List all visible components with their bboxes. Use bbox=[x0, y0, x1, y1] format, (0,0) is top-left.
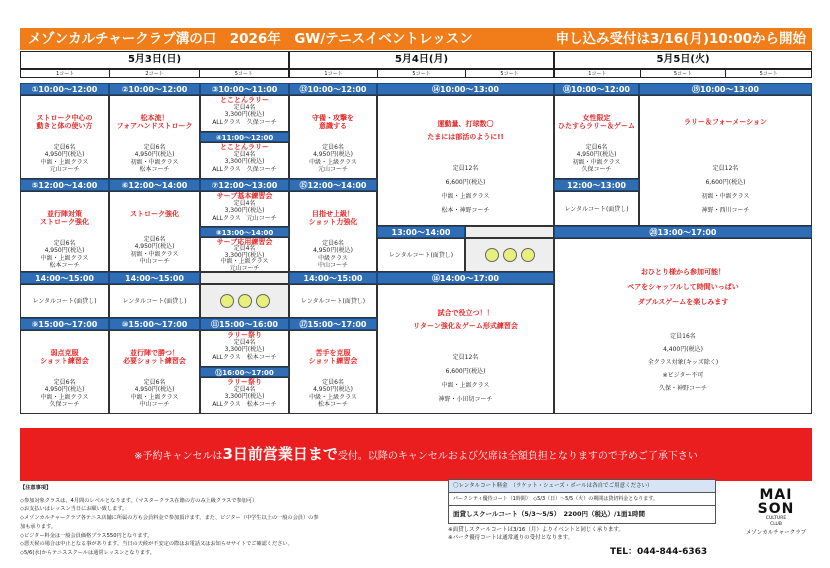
lesson-title: とことんラリー bbox=[220, 143, 269, 151]
slot-10[interactable]: ⑩15:00～17:00 bbox=[109, 318, 200, 330]
day-header-may4: 5月4日(月) bbox=[289, 51, 554, 69]
lesson-title: 並行陣対策 ストローク強化 bbox=[40, 210, 89, 226]
slot-1[interactable]: ①10:00～12:00 bbox=[20, 83, 109, 95]
court-label: 1コート bbox=[555, 70, 641, 77]
brand-logo bbox=[740, 488, 812, 538]
rental-court[interactable]: レンタルコート(面貸し) bbox=[554, 191, 639, 226]
tennis-racket-image bbox=[200, 284, 289, 318]
slot-3[interactable]: ③10:00～11:00 bbox=[200, 83, 289, 95]
lesson-info: 定員6名 4,950円(税込) 中級・上級クラス 松本コーチ bbox=[40, 240, 89, 269]
lesson-title: 松本流！ フォアハンドストローク bbox=[116, 114, 193, 130]
lesson-cell[interactable] bbox=[289, 95, 377, 179]
court-label: 1コート bbox=[290, 70, 378, 77]
court-label: 5コート bbox=[500, 71, 519, 77]
court-label: 2コート bbox=[110, 70, 199, 77]
notes-heading: 【注意事項】 bbox=[20, 485, 52, 491]
lesson-cell[interactable] bbox=[20, 191, 109, 272]
logo-top: MAI bbox=[759, 487, 793, 503]
lesson-info: 定員6名 4,950円(税込) 初級・中級クラス 久保コーチ bbox=[572, 144, 621, 173]
court-labels-day3 bbox=[554, 69, 812, 78]
lesson-cell[interactable] bbox=[554, 95, 639, 179]
header-banner bbox=[20, 28, 812, 50]
tennis-ball-icon bbox=[503, 248, 517, 262]
lesson-cell[interactable] bbox=[200, 142, 289, 179]
note-line: ◇悪天候の場合は中止となる事があります。当日の天候が不安定の際はお電話又はお知らせサイトでご確認ください。 bbox=[20, 541, 293, 548]
lesson-title: ストローク中心の 動きと体の使い方 bbox=[36, 114, 93, 130]
lesson-cell[interactable] bbox=[20, 330, 109, 414]
lesson-info: 定員4名 3,300円(税込) ALLクラス 元山コーチ bbox=[212, 200, 277, 222]
rental-info bbox=[448, 479, 716, 542]
lesson-cell[interactable] bbox=[289, 330, 377, 414]
court-label: 5コート bbox=[641, 70, 727, 77]
day-header-may3: 5月3日(日) bbox=[20, 51, 289, 69]
court-label: 5コート bbox=[378, 70, 466, 77]
slot-19[interactable]: ⑲10:00～13:00 bbox=[639, 83, 812, 95]
lesson-cell[interactable] bbox=[200, 95, 289, 132]
lesson-title: ラリー祭り bbox=[227, 331, 262, 339]
slot-15[interactable]: ⑮12:00～14:00 bbox=[289, 179, 377, 191]
slot-8[interactable]: ⑧13:00～14:00 bbox=[200, 227, 289, 237]
tennis-ball-icon bbox=[256, 294, 270, 308]
lesson-title: ストローク強化 bbox=[130, 210, 179, 218]
slot-16[interactable]: ⑯14:00～17:00 bbox=[377, 272, 554, 284]
slot-13-14[interactable]: 13:00～14:00 bbox=[377, 226, 465, 238]
court-label: 5コート bbox=[759, 71, 778, 77]
lesson-info: 定員4名 3,300円(税込) ALLクラス 松本コーチ bbox=[212, 339, 277, 361]
tennis-ball-icon bbox=[238, 294, 252, 308]
slot-4[interactable]: ④11:00～12:00 bbox=[200, 132, 289, 142]
lesson-info: 定員6名 4,950円(税込) 中級・上級クラス 久保コーチ bbox=[40, 379, 89, 408]
lesson-info: 定員16名 4,400円(税込) 全クラス対象(キッズ除く) ※ビジター不可 久保・神野コーチ bbox=[647, 333, 719, 392]
banner-title: メゾンカルチャークラブ溝の口 2026年 GW/テニスイベントレッスン bbox=[28, 31, 473, 47]
lesson-cell[interactable] bbox=[289, 191, 377, 272]
lesson-cell[interactable] bbox=[109, 330, 200, 414]
slot-14b[interactable]: 14:00～15:00 bbox=[109, 272, 200, 284]
logo-mid: SON bbox=[757, 501, 795, 517]
lesson-title: 並行陣で勝つ！ 必要ショット練習会 bbox=[123, 349, 186, 365]
lesson-cell[interactable] bbox=[200, 377, 289, 414]
rental-court[interactable]: レンタルコート(面貸し) bbox=[109, 284, 200, 318]
lesson-info: 定員4名 3,300円(税込) ALLクラス 松本コーチ bbox=[212, 386, 277, 408]
lesson-info: 定員4名 3,300円(税込) ALLクラス 久保コーチ bbox=[212, 104, 277, 126]
note-line: ◇5/6(水)からテニススクールは通常レッスンとなります。 bbox=[20, 549, 155, 556]
banner-deadline: 申し込み受付は3/16(月)10:00から開始 bbox=[555, 31, 806, 47]
tennis-ball-icon bbox=[220, 294, 234, 308]
lesson-info: 定員6名 4,950円(税込) 中級・上級クラス 松本コーチ bbox=[309, 379, 357, 408]
lesson-info: 定員6名 4,950円(税込) 中級・上級クラス 元山コーチ bbox=[40, 144, 89, 173]
rental-note: ※面貸しスクールコートは3/16（月）よりイベントと同じく承ります。 bbox=[448, 527, 624, 533]
cancellation-warning bbox=[20, 428, 812, 481]
court-label: 5コート bbox=[234, 71, 253, 77]
lesson-cell[interactable] bbox=[639, 95, 812, 226]
court-labels-day2 bbox=[289, 69, 554, 78]
lesson-info: 定員6名 4,950円(税込) 初級・中級クラス 松本コーチ bbox=[130, 144, 179, 173]
slot-7[interactable]: ⑦12:00～13:00 bbox=[200, 179, 289, 191]
warning-post: 受付。以降のキャンセルおよび欠席は全額負担となりますので予めご了承下さい bbox=[337, 451, 698, 462]
rental-info-line2: 面貸しスクールコート（5/3～5/5） 2200円（税込）/1面1時間 bbox=[448, 506, 716, 524]
lesson-info: 定員4名 3,300円(税込) 中級・上級クラス 元山コーチ bbox=[220, 245, 269, 272]
lesson-cell[interactable] bbox=[200, 237, 289, 272]
lesson-cell[interactable] bbox=[109, 191, 200, 272]
logo-sub1: CULTURE bbox=[765, 516, 787, 521]
lesson-cell[interactable] bbox=[109, 95, 200, 179]
court-labels-day1 bbox=[20, 69, 289, 78]
slot-9[interactable]: ⑨15:00～17:00 bbox=[20, 318, 109, 330]
slot-13[interactable]: ⑬10:00～12:00 bbox=[289, 83, 377, 95]
lesson-info: 定員4名 3,300円(税込) ALLクラス 久保コーチ bbox=[212, 151, 277, 173]
slot-12-13[interactable]: 12:00～13:00 bbox=[554, 179, 639, 191]
lesson-cell[interactable] bbox=[200, 330, 289, 367]
day-header-may5: 5月5日(火) bbox=[554, 51, 812, 69]
lesson-title: 守備・攻撃を 意識する bbox=[312, 114, 354, 130]
note-line: ◇ビジター料金は一般会員価格プラス550円となります。 bbox=[20, 532, 153, 539]
slot-18[interactable]: ⑱10:00～12:00 bbox=[554, 83, 639, 95]
rental-court[interactable]: レンタルコート(面貸し) bbox=[20, 284, 109, 318]
lesson-title: サーブ基本練習会 bbox=[216, 192, 273, 200]
blank-slot bbox=[465, 226, 554, 238]
slot-2[interactable]: ②10:00～12:00 bbox=[109, 83, 200, 95]
lesson-title: ラリー＆フォーメーション bbox=[683, 118, 768, 126]
lesson-title: 女性限定 ひたすらラリー＆ゲーム bbox=[558, 114, 635, 130]
lesson-info: 定員12名 6,600円(税込) 初級・中級クラス 神野・西川コーチ bbox=[701, 165, 750, 214]
warning-emphasis: 3日前営業日まで bbox=[222, 445, 338, 463]
slot-20[interactable]: ⑳13:00～17:00 bbox=[554, 226, 812, 238]
rental-court[interactable]: レンタルコート(面貸し) bbox=[377, 238, 465, 272]
notes-section bbox=[20, 484, 320, 558]
note-line: ◇参加対象クラスは、4月間のレベルとなります。（マスタークラス在籍の方のみ上級クラスで参加可） bbox=[20, 497, 258, 504]
rental-info-heading: 〇レンタルコート料金 （ラケット・シューズ・ボールは各自でご用意ください） bbox=[448, 479, 716, 493]
slot-12[interactable]: ⑫16:00～17:00 bbox=[200, 367, 289, 377]
lesson-title: サーブ応用練習会 bbox=[216, 238, 273, 246]
phone-number: TEL：044-844-6363 bbox=[610, 547, 708, 557]
lesson-title: 目指せ上級！ ショット力強化 bbox=[308, 210, 358, 226]
lesson-title: おひとり様から参加可能！ ペアをシャッフルして時間いっぱい ダブルスゲームを楽しみます bbox=[627, 268, 739, 306]
court-label: 1コート bbox=[21, 70, 110, 77]
lesson-title: 試合で役立つ！！ リターン強化＆ゲーム形式練習会 bbox=[413, 309, 518, 330]
tennis-ball-icon bbox=[485, 248, 499, 262]
brand-name: メゾンカルチャークラブ bbox=[745, 530, 807, 536]
rental-note: ※パーク優待コートは通常通りの受付となります。 bbox=[448, 535, 574, 541]
lesson-info: 定員12名 6,600円(税込) 中級・上級クラス 神野・小田切コーチ bbox=[438, 354, 493, 403]
note-line: ◇メゾンカルチャークラブ各テニス店舗に所属の方も会員料金で参加頂けます。また、ビジター（中学生以上の一般の会員）の参加も承ります。 bbox=[20, 515, 319, 530]
blank-slot bbox=[200, 272, 289, 284]
lesson-info: 定員12名 6,600円(税込) 中級・上級クラス 松本・神野コーチ bbox=[441, 165, 490, 214]
lesson-cell[interactable] bbox=[20, 95, 109, 179]
slot-11[interactable]: ⑪15:00～16:00 bbox=[200, 318, 289, 330]
lesson-cell[interactable] bbox=[377, 95, 554, 226]
slot-5[interactable]: ⑤12:00～14:00 bbox=[20, 179, 109, 191]
lesson-title: ラリー祭り bbox=[227, 378, 262, 386]
lesson-title: 運動量、打球数〇 たまには部活のように!! bbox=[427, 120, 504, 141]
logo-sub2: CLUB bbox=[770, 522, 782, 527]
tennis-ball-icon bbox=[521, 248, 535, 262]
lesson-cell[interactable] bbox=[554, 238, 812, 414]
slot-14a[interactable]: 14:00～15:00 bbox=[20, 272, 109, 284]
lesson-info: 定員6名 4,950円(税込) 中級クラス 中山コーチ bbox=[313, 240, 353, 269]
lesson-title: 弱点克服 ショット練習会 bbox=[40, 349, 89, 365]
note-line: ◇お支払いはレッスン当日にお願い致します。 bbox=[20, 506, 128, 513]
lesson-info: 定員6名 4,950円(税込) 中級・上級クラス 元山コーチ bbox=[309, 144, 357, 173]
slot-6[interactable]: ⑥12:00～14:00 bbox=[109, 179, 200, 191]
rental-info-line1: パークシティ優待コート（1時間） ◇5/3（日）～5/5（火）の期間は貸切料金となります。 bbox=[448, 493, 716, 506]
lesson-info: 定員6名 4,950円(税込) 初級・中級クラス 中山コーチ bbox=[130, 236, 179, 265]
lesson-cell[interactable] bbox=[200, 191, 289, 227]
rental-court[interactable]: レンタルコート(面貸し) bbox=[289, 284, 377, 318]
lesson-cell[interactable] bbox=[377, 284, 554, 414]
slot-17[interactable]: ⑰15:00～17:00 bbox=[289, 318, 377, 330]
warning-pre: ※予約キャンセルは bbox=[134, 451, 223, 462]
tennis-racket-image bbox=[465, 238, 554, 272]
lesson-info: 定員6名 4,950円(税込) 中級・上級クラス 中山コーチ bbox=[130, 379, 179, 408]
lesson-title: 苦手を克服 ショット練習会 bbox=[308, 349, 358, 365]
lesson-title: とことんラリー bbox=[220, 96, 269, 104]
slot-14[interactable]: ⑭10:00～13:00 bbox=[377, 83, 554, 95]
slot-14-day2[interactable]: 14:00～15:00 bbox=[289, 272, 377, 284]
